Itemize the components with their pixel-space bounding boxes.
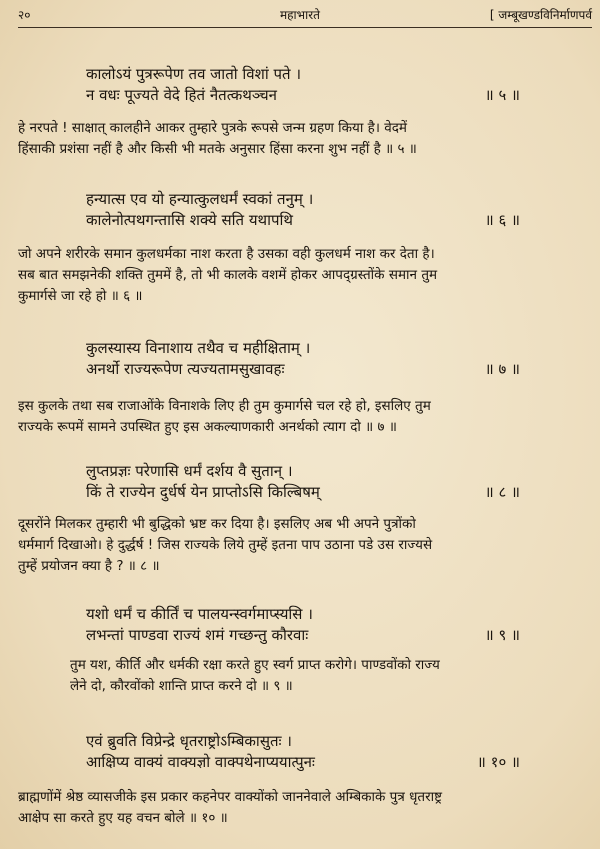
verse-line: हन्यात्स एव यो हन्यात्कुलधर्मं स्वकां तनुम् । xyxy=(86,190,314,208)
translation-8: दूसरोंने मिलकर तुम्हारी भी बुद्धिको भ्रष्ट कर दिया है। इसलिए अब भी अपने पुत्रोंको धर्ममार्ग दिखाओ। हे दुर्द्धर्ष ! जिस राज्यके लिये तुम्हें इतना पाप उठाना पडे उस राज्यसे तुम्हें प्रयोजन क्या है ? ॥ ८ ॥ xyxy=(18,516,433,574)
verse-line: न वधः पूज्यते वेदे हितं नैतत्कथञ्चन ॥ ५ ॥ xyxy=(86,86,520,104)
translation-10: ब्राह्मणोंमें श्रेष्ठ व्यासजीके इस प्रकार कहनेपर वाक्योंको जाननेवाले अम्बिकाके पुत्र धृतराष्ट्र आक्षेप सा करते हुए यह वचन बोले ॥ १० ॥ xyxy=(18,789,442,826)
verse-line: किं ते राज्येन दुर्धर्ष येन प्राप्तोऽसि किल्बिषम् ॥ ८ ॥ xyxy=(86,483,520,501)
verse-line: एवं ब्रुवति विप्रेन्द्रे धृतराष्ट्रोऽम्बिकासुतः । xyxy=(86,732,292,750)
verse-line: कालेनोत्पथगन्तासि शक्ये सति यथापथि ॥ ६ ॥ xyxy=(86,211,520,229)
verse-line: लभन्तां पाण्डवा राज्यं शमं गच्छन्तु कौरवाः ॥ ९ ॥ xyxy=(86,626,520,644)
translation-7: इस कुलके तथा सब राजाओंके विनाशके लिए ही तुम कुमार्गसे चल रहे हो, इसलिए तुम राज्यके रूपमें सामने उपस्थित हुए इस अकल्याणकारी अनर्थको त्याग दो ॥ ७ ॥ xyxy=(18,398,431,435)
verse-number: ॥ ९ ॥ xyxy=(484,626,520,644)
chapter-title: [ जम्बूखण्डविनिर्माणपर्व xyxy=(489,8,592,22)
verse-line: अनर्थो राज्यरूपेण त्यज्यतामसुखावहः ॥ ७ ॥ xyxy=(86,360,520,378)
verse-line: लुप्तप्रज्ञः परेणासि धर्मं दर्शय वै सुतान् । xyxy=(86,462,293,480)
verse-line: कुलस्यास्य विनाशाय तथैव च महीक्षिताम् । xyxy=(86,339,311,357)
sanskrit-verse-8 xyxy=(86,461,570,503)
verse-number: ॥ ६ ॥ xyxy=(484,211,520,229)
sanskrit-verse-5 xyxy=(86,64,570,106)
verse-number: ॥ १० ॥ xyxy=(476,753,520,771)
translation-5: हे नरपते ! साक्षात् कालहीने आकर तुम्हारे पुत्रके रूपसे जन्म ग्रहण किया है। वेदमें हिंसाकी प्रशंसा नहीं है और किसी भी मतके अनुसार हिंसा करना शुभ नहीं है ॥ ५ ॥ xyxy=(18,120,417,157)
translation-6: जो अपने शरीरके समान कुलधर्मका नाश करता है उसका वही कुलधर्म नाश कर देता है। सब बात समझनेकी शक्ति तुममें है, तो भी कालके वशमें होकर आपद्ग्रस्तोंके समान तुम कुमार्गसे जा रहे हो ॥ ६ ॥ xyxy=(18,246,438,304)
verse-line: यशो धर्मं च कीर्तिं च पालयन्स्वर्गमाप्स्यसि । xyxy=(86,605,313,623)
verse-line: कालोऽयं पुत्ररूपेण तव जातो विशां पते । xyxy=(86,65,301,83)
translation-9: तुम यश, कीर्ति और धर्मकी रक्षा करते हुए स्वर्ग प्राप्त करोगे। पाण्डवोंको राज्य लेने दो, कौरवोंको शान्ति प्राप्त करने दो ॥ ९ ॥ xyxy=(70,657,440,694)
verse-number: ॥ ७ ॥ xyxy=(484,360,520,378)
header-rule xyxy=(18,27,592,28)
page-header xyxy=(18,4,592,26)
verse-line: आक्षिप्य वाक्यं वाक्यज्ञो वाक्पथेनाप्ययात्पुनः ॥ १० ॥ xyxy=(86,753,520,771)
sanskrit-verse-6 xyxy=(86,189,570,231)
verse-number: ॥ ५ ॥ xyxy=(484,86,520,104)
sanskrit-verse-9 xyxy=(86,604,570,646)
sanskrit-verse-7 xyxy=(86,338,570,380)
page-number: २० xyxy=(18,8,31,22)
verse-number: ॥ ८ ॥ xyxy=(484,483,520,501)
book-title: महाभारते xyxy=(280,8,320,22)
sanskrit-verse-10 xyxy=(86,731,570,773)
